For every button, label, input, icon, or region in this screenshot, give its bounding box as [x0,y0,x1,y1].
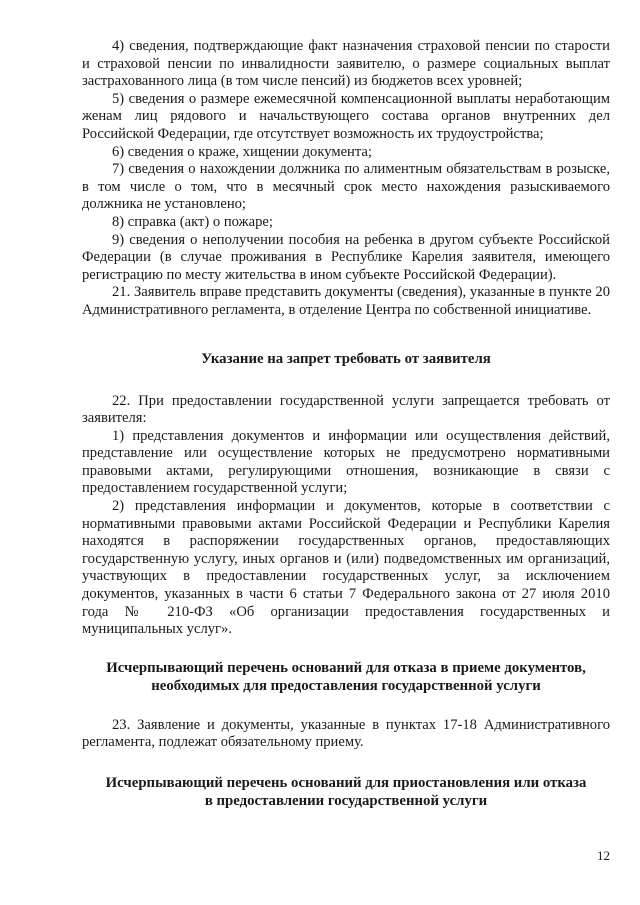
section-heading-line: в предоставлении государственной услуги [204,793,488,809]
page-number: 12 [597,848,610,863]
section-heading-line: необходимых для предоставления государственной услуги [151,677,541,694]
paragraph-22-item-1: 1) представления документов и информации или осуществления действий, представление или осуществление которых не предусмотрено нормативными правовыми актами, регулирующими отношения, возникающие в связи с предоставлением государственной услуги; [82,427,610,497]
list-item-5: 5) сведения о размере ежемесячной компенсационной выплаты неработающим женам лиц рядового и начальствующего состава органов внутренних дел Российской Федерации, где отсутствует возможность их трудоустройства; [82,90,610,142]
section-heading-refusal-acceptance [82,659,610,695]
section-heading-line: Исчерпывающий перечень оснований для отказа в приеме документов, [106,659,586,676]
list-item-6: 6) сведения о краже, хищении документа; [112,143,372,160]
list-item-9: 9) сведения о неполучении пособия на ребенка в другом субъекте Российской Федерации (в случае проживания в Республике Карелия заявителя, имеющего регистрацию по месту жительства в ином субъекте Российской Федерации). [82,231,610,283]
section-heading-suspension [82,774,610,810]
section-heading-line: Исчерпывающий перечень оснований для приостановления или отказа [105,775,587,791]
paragraph-22-item-2: 2) представления информации и документов, которые в соответствии с нормативными правовыми актами Российской Федерации и Республики Карелия находятся в распоряжении государственных органов, предоставляющих государственную услугу, иных органов и (или) подведомственных им организаций, участвующих в предоставлении государственных услуг, за исключением документов, указанных в части 6 статьи 7 Федерального закона от 27 июля 2010 года № 210-ФЗ «Об организации предоставления государственных и муниципальных услуг». [82,498,610,638]
paragraph-23: 23. Заявление и документы, указанные в пунктах 17-18 Административного регламента, подлежат обязательному приему. [82,716,610,751]
paragraph-21: 21. Заявитель вправе представить документы (сведения), указанные в пункте 20 Административного регламента, в отделение Центра по собственной инициативе. [82,284,610,318]
list-item-7: 7) сведения о нахождении должника по алиментным обязательствам в розыске, в том числе о том, что в месячный срок место нахождения разыскиваемого должника не установлено; [82,161,610,213]
paragraph-22: 22. При предоставлении государственной услуги запрещается требовать от заявителя: [82,392,610,427]
list-item-8: 8) справка (акт) о пожаре; [112,213,273,230]
list-item-4: 4) сведения, подтверждающие факт назначения страховой пенсии по старости и страховой пенсии по инвалидности заявителю, о размере социальных выплат застрахованного лица (в том числе пенсий) из бюджетов всех уровней; [82,38,610,90]
section-heading-prohibition: Указание на запрет требовать от заявителя [201,350,491,367]
